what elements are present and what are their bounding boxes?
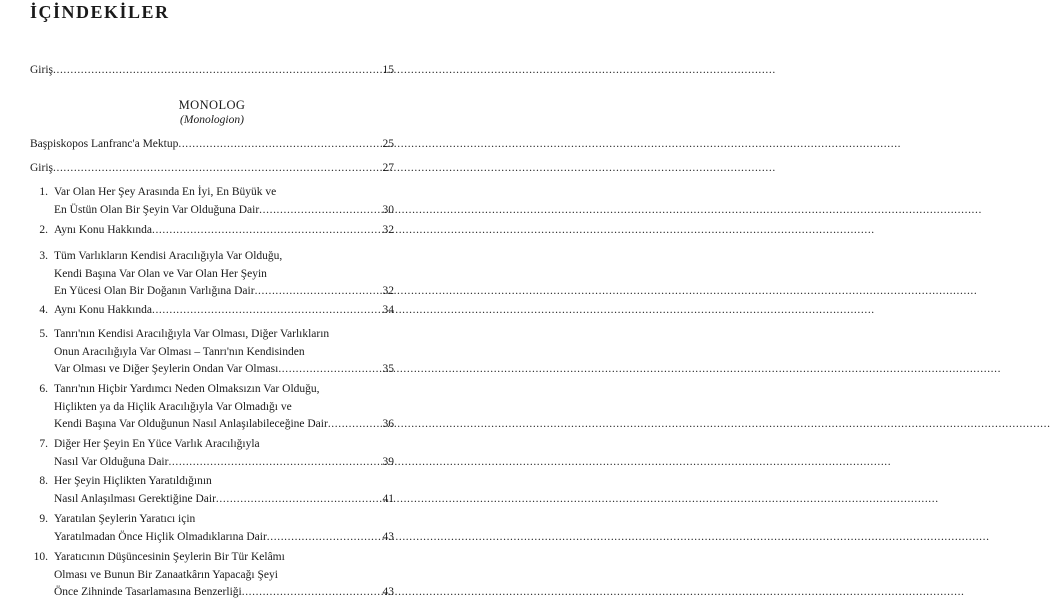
toc-entry-title: Önce Zihninde Tasarlamasına Benzerliği [54,586,242,599]
toc-entry-line [54,222,394,240]
toc-page-number: 41 [382,492,394,505]
toc-entry [30,473,394,508]
toc-entry-line [54,454,394,472]
toc-entry [30,160,394,178]
toc-page-number: 35 [382,363,394,376]
dot-leader [168,454,381,472]
toc-entry-title: En Üstün Olan Bir Şeyin Var Olduğuna Dair [54,203,260,216]
dot-leader [267,529,382,547]
toc-entry [30,222,394,240]
toc-entry-title: Kendi Başına Var Olduğunun Nasıl Anlaşılabileceğine Dair [54,418,328,431]
toc-entry-body [54,511,394,546]
toc-entry-title: Nasıl Anlaşılması Gerektiğine Dair [54,492,216,505]
toc-entry [30,381,394,434]
toc-entry-body [30,136,394,154]
dot-leader [278,361,381,379]
toc-entry-line: Yaratılan Şeylerin Yaratıcı için [54,513,196,525]
dot-leader [53,62,382,80]
dot-leader [53,160,382,178]
toc-entry-body [54,473,394,508]
toc-entry-line: Hiçlikten ya da Hiçlik Aracılığıyla Var Olmadığı ve [54,400,292,413]
toc-entry [30,184,394,219]
toc-entry-title: Nasıl Var Olduğuna Dair [54,455,169,468]
dot-leader [242,584,382,602]
toc-entry-number: 1. [39,186,48,198]
toc-entry-line: Her Şeyin Hiçlikten Yaratıldığının [54,475,212,487]
dot-leader [328,416,382,434]
dot-leader [152,302,382,320]
toc-entry-line: Tüm Varlıkların Kendisi Aracılığıyla Var Olduğu, [54,250,283,262]
toc-entry-line: Yaratıcının Düşüncesinin Şeylerin Bir Tür Kelâmı [54,551,285,563]
section-subheading: (Monologion) [180,114,244,126]
toc-page-number: 30 [382,203,394,216]
toc-page-number: 43 [382,530,394,543]
toc-entry-number: 4. [39,304,48,316]
toc-entry-title: En Yücesi Olan Bir Doğanın Varlığına Dair [54,285,255,298]
toc-entry-title: Giriş [30,64,53,76]
toc-entry-title: Başpiskopos Lanfranc'a Mektup [30,138,179,150]
dot-leader [216,491,382,509]
toc-entry-title: Var Olması ve Diğer Şeylerin Ondan Var Olması [54,363,279,376]
toc-entry-body [54,436,394,471]
toc-entry [30,549,394,602]
toc-entry-number: 7. [39,438,48,450]
dot-leader [152,222,382,240]
toc-entry-line: Var Olan Her Şey Arasında En İyi, En Büyük ve [54,186,277,198]
toc-page-number: 27 [382,162,394,174]
toc-entry-line [54,302,394,320]
toc-entry-line: Diğer Her Şeyin En Yüce Varlık Aracılığıyla [54,438,260,450]
toc-entry-line [30,160,394,178]
toc-entry-number: 6. [39,383,48,395]
toc-entry-line: Kendi Başına Var Olan ve Var Olan Her Şeyin [54,267,267,280]
toc-entry-body [54,302,394,320]
toc-entry [30,302,394,320]
toc-entry-line [54,584,394,602]
toc-entry-line [54,361,394,379]
toc-page-number: 15 [382,64,394,76]
toc-page-number: 39 [382,455,394,468]
toc-entry-line [54,491,394,509]
toc-entry-title: Yaratılmadan Önce Hiçlik Olmadıklarına Dair [54,530,267,543]
toc-entry-body [54,549,394,602]
toc-page-number: 25 [382,138,394,150]
toc-entry-line [54,283,394,301]
dot-leader [178,136,381,154]
toc-page-number: 36 [382,418,394,431]
toc-entry-body [54,222,394,240]
toc-entry-line [54,202,394,220]
toc-entry-line: Olması ve Bunun Bir Zanaatkârın Yapacağı Şeyi [54,568,278,581]
toc-entry-body [54,381,394,434]
toc-entry-number: 2. [39,224,48,236]
toc-entry-body [54,184,394,219]
toc-entry-title: Giriş [30,162,53,174]
toc-entry-body [30,160,394,178]
toc-entry [30,248,394,301]
toc-page-number: 32 [382,285,394,298]
toc-entry-number: 5. [39,328,48,340]
toc-entry-number: 9. [39,513,48,525]
toc-entry-number: 3. [39,250,48,262]
toc-page-number: 34 [382,304,394,316]
page-title: İÇİNDEKİLER [30,2,170,22]
toc-entry [30,511,394,546]
section-heading: MONOLOG [178,98,246,112]
toc-page-number: 43 [382,586,394,599]
toc-entry-title: Aynı Konu Hakkında [54,224,152,236]
toc-entry [30,136,394,154]
toc-entry [30,326,394,379]
toc-entry-line [30,136,394,154]
dot-leader [259,202,381,220]
toc-entry-line [30,62,394,80]
toc-entry-line: Onun Aracılığıyla Var Olması – Tanrı'nın Kendisinden [54,345,305,358]
toc-entry-body [54,326,394,379]
toc-entry-line: Tanrı'nın Hiçbir Yardımcı Neden Olmaksızın Var Olduğu, [54,383,320,395]
toc-entry-title: Aynı Konu Hakkında [54,304,152,316]
toc-entry-intro [30,62,394,80]
toc-entry-line [54,529,394,547]
toc-entry-line [54,416,394,434]
dot-leader [255,283,382,301]
toc-page-number: 32 [382,224,394,236]
toc-entry-number: 10. [33,551,48,563]
toc-entry-line: Tanrı'nın Kendisi Aracılığıyla Var Olması, Diğer Varlıkların [54,328,330,340]
toc-entry-body [54,248,394,301]
toc-entry [30,436,394,471]
toc-entry-number: 8. [39,475,48,487]
